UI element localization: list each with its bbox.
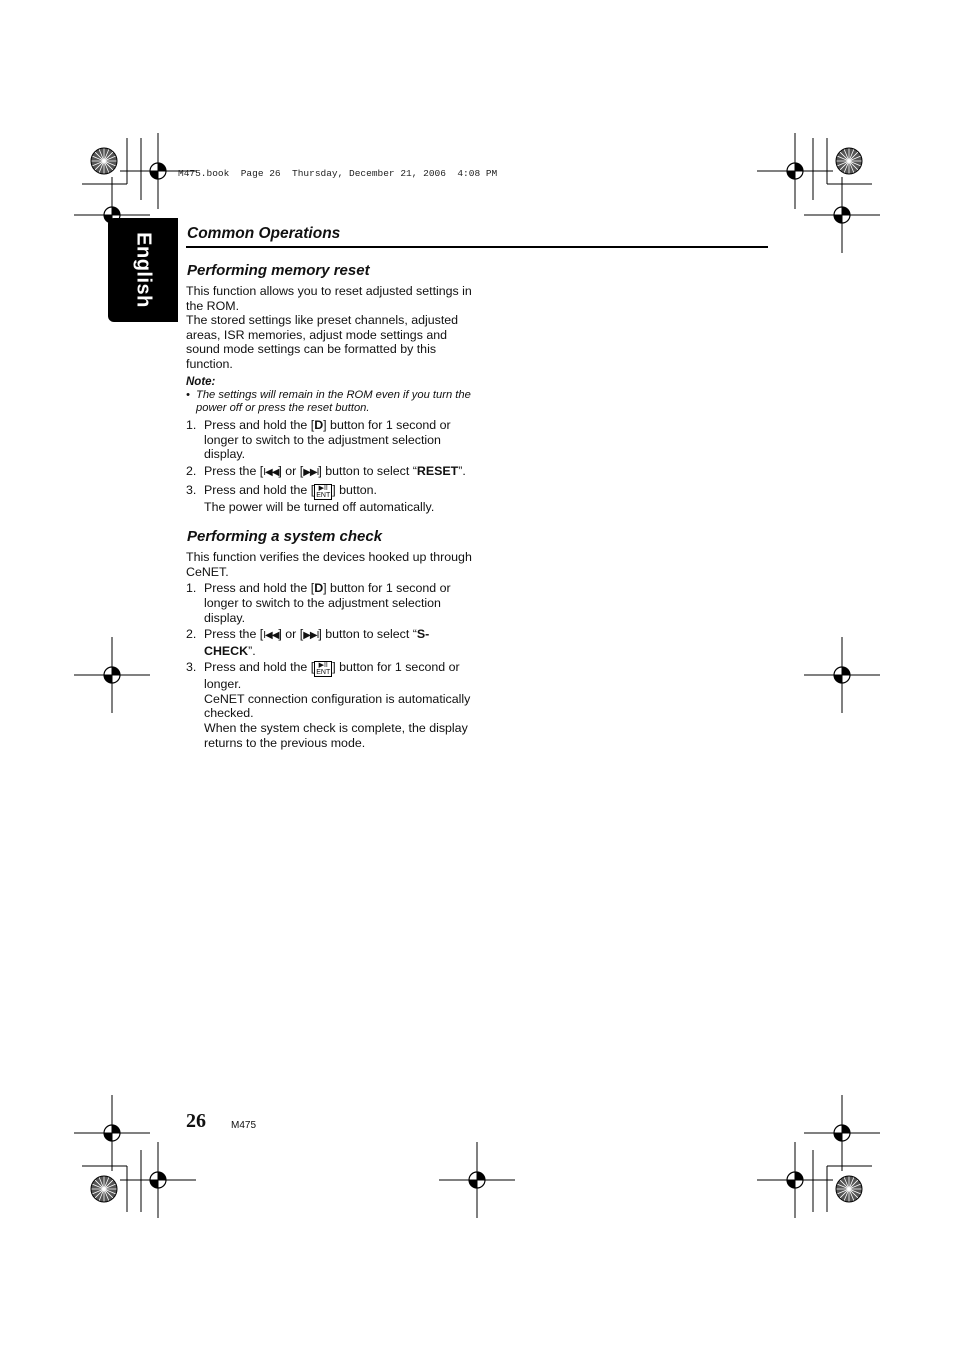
previous-track-icon: I◀◀ — [263, 630, 279, 642]
s-check-mode-label: S-CHECK — [204, 627, 430, 658]
step-number: 3. — [186, 482, 197, 497]
memory-reset-intro-2: The stored settings like preset channels, adjusted areas, ISR memories, adjust mode settings and sound mode settings can be formatted by this function. — [186, 313, 459, 371]
step-text: Press and hold the [ ▶II ENT ] button. The power will be turned off automatically. — [204, 482, 435, 514]
system-check-step-2 — [186, 627, 476, 658]
memory-reset-intro-1: This function allows you to reset adjusted settings in the ROM. — [186, 284, 472, 313]
play-pause-ent-icon: ▶II ENT — [316, 662, 331, 677]
step-text: Press and hold the [D] button for 1 second or longer to switch to the adjustment selection display. — [204, 581, 451, 625]
next-track-icon: ▶▶I — [303, 466, 319, 478]
model-code: M475 — [231, 1120, 257, 1131]
system-check-heading: Performing a system check — [187, 528, 383, 546]
step-text: Press and hold the [ ▶II ENT ] button for 1 second or longer. CeNET connection configuration is automatically checked. When the system check is complete, the display returns to the previous mode. — [204, 660, 471, 750]
step-number: 1. — [186, 418, 197, 433]
system-check-step-3 — [186, 660, 476, 750]
step-text: Press and hold the [D] button for 1 second or longer to switch to the adjustment selection display. — [204, 418, 451, 462]
system-check-intro: This function verifies the devices hooked up through CeNET. — [186, 550, 472, 579]
section-rule — [186, 246, 768, 248]
step-number: 3. — [186, 660, 197, 675]
note-text: The settings will remain in the ROM even if you turn the power off or press the reset button. — [196, 389, 471, 415]
memory-reset-step-1 — [186, 418, 476, 462]
play-pause-ent-icon: ▶II ENT — [316, 484, 331, 499]
reset-mode-label: RESET — [416, 463, 459, 478]
step-number: 2. — [186, 463, 197, 478]
next-track-icon: ▶▶I — [303, 630, 319, 642]
memory-reset-step-2 — [186, 464, 476, 481]
language-tab — [108, 218, 178, 322]
memory-reset-step-3 — [186, 483, 476, 515]
print-slug: M475.book Page 26 Thursday, December 21, 2006 4:08 PM — [178, 168, 498, 179]
memory-reset-heading: Performing memory reset — [187, 262, 370, 279]
page-number: 26 — [186, 1110, 206, 1132]
note-label: Note: — [186, 375, 216, 388]
note-item — [186, 389, 476, 415]
d-key-label: D — [314, 581, 324, 596]
language-tab-label: English — [132, 232, 155, 308]
note-bullet: • — [186, 389, 190, 402]
d-key-label: D — [314, 418, 324, 433]
step-number: 1. — [186, 581, 197, 596]
section-title: Common Operations — [187, 225, 341, 242]
step-text: Press the [I◀◀] or [▶▶I] button to select “S-CHECK”. — [204, 627, 430, 658]
previous-track-icon: I◀◀ — [263, 466, 279, 478]
step-text: Press the [I◀◀] or [▶▶I] button to select “RESET”. — [204, 463, 466, 478]
step-number: 2. — [186, 627, 197, 642]
system-check-step-1 — [186, 581, 476, 625]
content-column — [186, 262, 476, 750]
